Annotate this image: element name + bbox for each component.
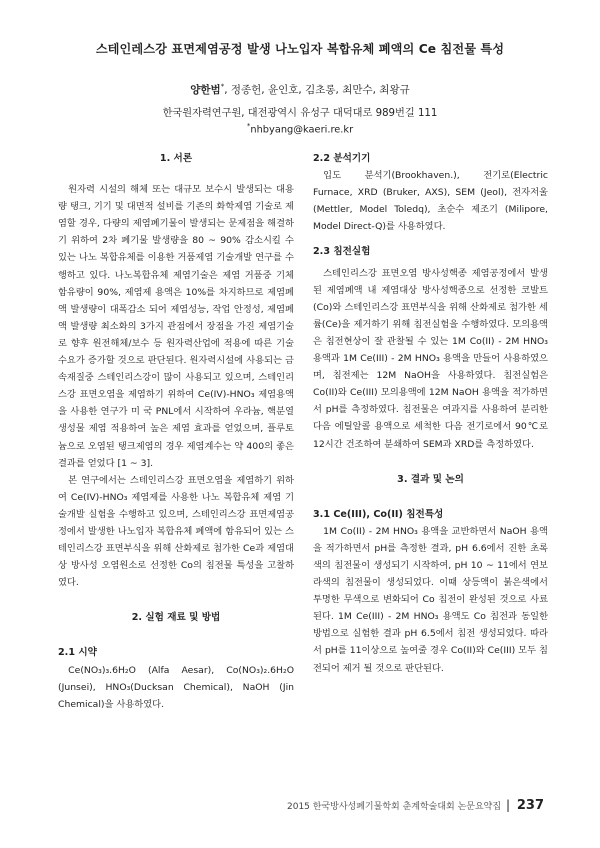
footer-separator: | [505, 798, 510, 812]
subsection-heading-reagents: 2.1 시약 [58, 647, 97, 659]
corresponding-mark: * [220, 82, 225, 91]
subsection-heading-precipitation-characteristics: 3.1 Ce(III), Co(II) 침전특성 [313, 508, 444, 520]
subsection-heading-instruments: 2.2 분석기기 [313, 153, 371, 164]
instruments-paragraph: 입도 분석기(Brookhaven.), 전기로(Electric Furnace, XRD (Bruker, AXS), SEM (Jeol), 전자저울 (Mettler, Model Toledq), 초순수 제조기 (Milipore, Model Direct-Q)를 사용하였다. [313, 170, 548, 233]
coauthors: , 정종헌, 윤인호, 김초롱, 최만수, 최왕규 [224, 84, 410, 96]
precipitation-experiment-paragraph: 스테인리스강 표면오염 방사성핵종 제염공정에서 발생된 제염폐액 내 제염대상 방사성핵종으로 선정한 코발트(Co)와 스테인리스강 표면부식을 위해 산화제로 첨가한 세륨(Ce)을 제거하기 위해 침전실험을 수행하였다. 모의용액은 침전현상이 잘 관찰될 수 있는 1M Co(II) - 2M HNO₃ 용액과 1M Ce(III) - 2M HNO₃ 용액을 만들어 사용하였으며, 침전제는 12M NaOH을 사용하였다. 침전실험은 Co(II)와 Ce(III) 모의용액에 12M NaOH 용액을 적가하면서 pH를 측정하였다. 침전물은 여과지를 사용하여 분리한 다음 에틸알콜 용액으로 세척한 다음 전기로에서 90℃로 12시간 건조하여 분쇄하여 SEM과 XRD를 측정하였다. [313, 267, 548, 450]
page-number: 237 [516, 798, 544, 813]
subsection-heading-precipitation-experiment: 2.3 침전실험 [313, 246, 371, 258]
right-column [313, 150, 548, 677]
paper-title: 스테인레스강 표면제염공정 발생 나노입자 복합유체 폐액의 Ce 침전물 특성 [95, 42, 505, 56]
section-heading-introduction: 1. 서론 [159, 153, 193, 164]
lead-author: 양한범 [190, 84, 221, 96]
email-address: nhbyang@kaeri.re.kr [250, 124, 354, 136]
precipitation-characteristics-paragraph: 1M Co(II) - 2M HNO₃ 용액을 교반하면서 NaOH 용액을 적가하면서 pH를 측정한 결과, pH 6.6에서 진한 초록색의 침전물이 생성되기 시작하여, pH 10 ~ 11에서 연보라색의 침전물이 생성되었다. 이때 상등액이 붉은색에서 투명한 무색으로 변화되어 Co 침전이 완성된 것으로 사료된다. 1M Ce(III) - 2M HNO₃ 용액도 Co 침전과 동일한 방법으로 실험한 결과 pH 6.5에서 침전 생성되었다. 따라서 pH를 11이상으로 높여줄 경우 Co(II)와 Ce(III) 모두 침전되어 제거 될 것으로 판단된다. [313, 525, 548, 674]
introduction-paragraph-1: 원자력 시설의 해체 또는 대규모 보수시 발생되는 대용량 탱크, 기기 및 대면적 설비를 기존의 화학제염 기술로 제염할 경우, 다량의 제염폐기물이 발생되는 문제점을 해결하기 위하여 2차 폐기물 발생량을 80 ~ 90% 감소시킬 수 있는 나노 복합유체를 이용한 거품제염 기술개발 연구를 수행하고 있다. 나노복합유체 제염기술은 제염 거품중 기체 함유량이 90%, 제염제 용액은 10%를 차지하므로 제염폐액 발생량이 대폭감소 되어 제염성능, 작업 안정성, 제염폐액 발생량 최소화의 3가지 관점에서 장점을 가진 제염기술로 향후 원전해체/보수 등 원자력산업에 적용에 따른 기술수요가 증가할 것으로 판단된다. 원자력시설에 사용되는 금속재질중 스테인리스강이 많이 사용되고 있으며, 스테인리스강 표면오염을 제염하기 위하여 Ce(IV)-HNO₃ 제염용액을 사용한 연구가 미 국 PNL에서 시작하여 우라늄, 핵분열생성물 제염 적용하여 높은 제염 효과를 얻었으며, 플루토늄으로 오염된 탱크제염의 경우 제염계수는 약 400의 좋은 결과를 얻었다 [1 ~ 3]. [58, 184, 294, 469]
proceedings-title: 2015 한국방사성폐기물학회 춘계학술대회 논문요약집 [287, 802, 502, 812]
affiliation: 한국원자력연구원, 대전광역시 유성구 대덕대로 989번길 111 [162, 108, 438, 119]
left-column [58, 150, 294, 713]
contact-email [0, 122, 600, 135]
reagents-paragraph: Ce(NO₃)₃.6H₂O (Alfa Aesar), Co(NO₃)₂.6H₂O (Junsei), HNO₃(Ducksan Chemical), NaOH (Jin Chemical)을 사용하였다. [58, 664, 294, 710]
page-footer [287, 798, 544, 813]
section-heading-materials-methods: 2. 실험 재료 및 방법 [131, 612, 221, 624]
introduction-paragraph-2: 본 연구에서는 스테인리스강 표면오염을 제염하기 위하여 Ce(IV)-HNO₃ 제염제를 사용한 나노 복합유체 제염 기술개발 실험을 수행하고 있으며, 스테인리스강 표면제염공정에서 발생한 나노입자 복합유체 폐액에 함유되어 있는 스테인리스강 표면부식을 위해 산화제로 첨가한 Ce과 제염대상 방사성 오염원소로 선정한 Co의 침전물 특성을 고찰하였다. [58, 474, 294, 589]
email-mark: * [246, 122, 251, 130]
section-heading-results-discussion: 3. 결과 및 논의 [397, 473, 464, 485]
author-list [0, 82, 600, 97]
